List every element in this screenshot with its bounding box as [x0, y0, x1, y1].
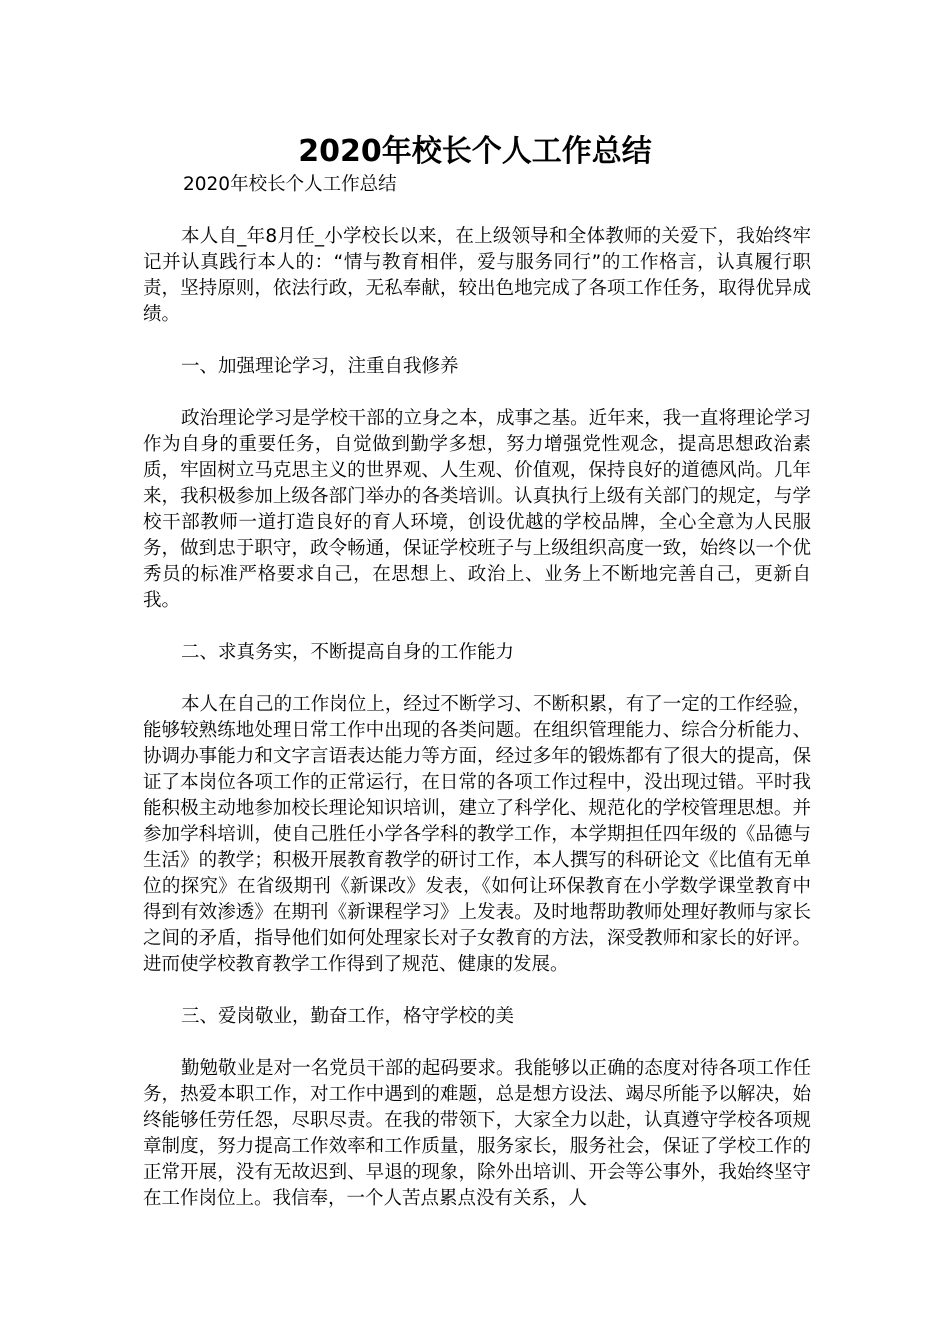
- section-body-3: 勤勉敬业是对一名党员干部的起码要求。我能够以正确的态度对待各项工作任务，热爱本职工作，对工作中遇到的难题，总是想方设法、竭尽所能予以解决，始终能够任劳任怨，尽职尽责。在我的带领下，大家全力以赴，认真遵守学校各项规章制度，努力提高工作效率和工作质量，服务家长，服务社会，保证了学校工作的正常开展，没有无故迟到、早退的现象，除外出培训、开会等公事外，我始终坚守在工作岗位上。我信奉，一个人苦点累点没有关系，人: [143, 1058, 811, 1209]
- document-subtitle: 2020年校长个人工作总结: [183, 174, 397, 195]
- intro-paragraph: 本人自_年8月任_小学校长以来，在上级领导和全体教师的关爱下，我始终牢记并认真践行本人的：“情与教育相伴，爱与服务同行”的工作格言，认真履行职责，坚持原则，依法行政，无私奉献，较出色地完成了各项工作任务，取得优异成绩。: [143, 226, 811, 325]
- document-body: [143, 172, 811, 1212]
- section-heading-1: 一、加强理论学习，注重自我修养: [181, 356, 459, 377]
- document-title: 2020年校长个人工作总结: [298, 134, 652, 169]
- section-heading-2: 二、求真务实，不断提高自身的工作能力: [181, 642, 515, 663]
- section-body-1: 政治理论学习是学校干部的立身之本，成事之基。近年来，我一直将理论学习作为自身的重要任务，自觉做到勤学多想，努力增强党性观念，提高思想政治素质，牢固树立马克思主义的世界观、人生观、价值观，保持良好的道德风尚。几年来，我积极参加上级各部门举办的各类培训。认真执行上级有关部门的规定，与学校干部教师一道打造良好的育人环境，创设优越的学校品牌，全心全意为人民服务，做到忠于职守，政令畅通，保证学校班子与上级组织高度一致，始终以一个优秀员的标准严格要求自己，在思想上、政治上、业务上不断地完善自己，更新自我。: [143, 408, 811, 611]
- section-body-2: 本人在自己的工作岗位上，经过不断学习、不断积累，有了一定的工作经验，能够较熟练地处理日常工作中出现的各类问题。在组织管理能力、综合分析能力、协调办事能力和文字言语表达能力等方面，经过多年的锻炼都有了很大的提高，保证了本岗位各项工作的正常运行，在日常的各项工作过程中，没出现过错。平时我能积极主动地参加校长理论知识培训，建立了科学化、规范化的学校管理思想。并参加学科培训，使自己胜任小学各学科的教学工作，本学期担任四年级的《品德与生活》的教学；积极开展教育教学的研讨工作，本人撰写的科研论文《比值有无单位的探究》在省级期刊《新课改》发表，《如何让环保教育在小学数学课堂教育中得到有效渗透》在期刊《新课程学习》上发表。及时地帮助教师处理好教师与家长之间的矛盾，指导他们如何处理家长对子女教育的方法，深受教师和家长的好评。进而使学校教育教学工作得到了规范、健康的发展。: [143, 694, 811, 975]
- section-heading-3: 三、爱岗敬业，勤奋工作，格守学校的美: [181, 1006, 515, 1027]
